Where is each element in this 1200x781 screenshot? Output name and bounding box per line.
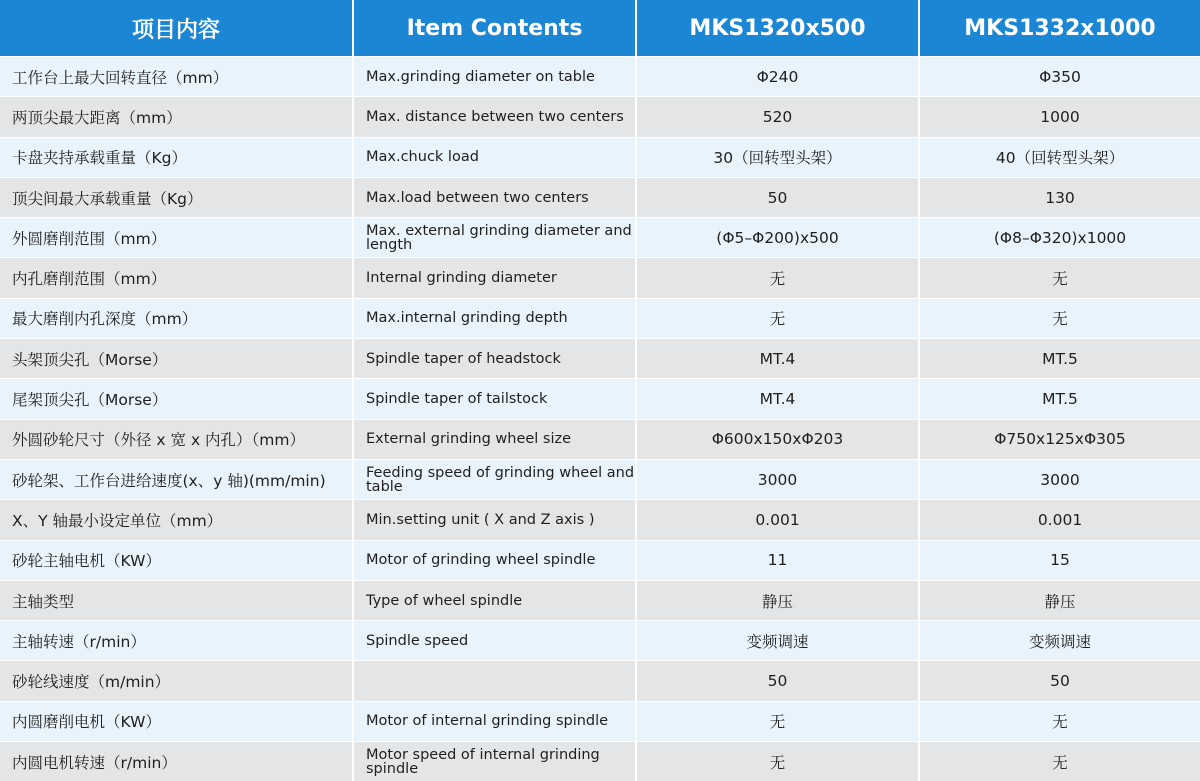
spec-name-en: Max. external grinding diameter and length (354, 218, 637, 257)
spec-name-cn: 工作台上最大回转直径（mm） (0, 57, 354, 96)
spec-name-cn: 尾架顶尖孔（Morse） (0, 379, 354, 418)
spec-value-mks1332x1000: 0.001 (920, 500, 1200, 539)
spec-value-mks1320x500: (Φ5–Φ200)x500 (637, 218, 920, 257)
spec-value-mks1320x500: 无 (637, 299, 920, 338)
spec-value-mks1332x1000: 变频调速 (920, 621, 1200, 660)
table-row (0, 96, 1200, 136)
table-row (0, 56, 1200, 96)
spec-value-mks1320x500: 变频调速 (637, 621, 920, 660)
spec-value-mks1332x1000: 无 (920, 702, 1200, 741)
spec-name-cn: 砂轮架、工作台进给速度(x、y 轴)(mm/min) (0, 460, 354, 499)
spec-name-cn: 内孔磨削范围（mm） (0, 258, 354, 297)
spec-value-mks1332x1000: 40（回转型头架） (920, 138, 1200, 177)
spec-name-en: Min.setting unit ( X and Z axis ) (354, 500, 637, 539)
spec-value-mks1320x500: 50 (637, 661, 920, 700)
spec-name-en: Type of wheel spindle (354, 581, 637, 620)
table-row (0, 580, 1200, 620)
spec-name-en: Max.chuck load (354, 138, 637, 177)
spec-name-en: External grinding wheel size (354, 420, 637, 459)
spec-value-mks1320x500: 无 (637, 742, 920, 781)
spec-name-en: Feeding speed of grinding wheel and table (354, 460, 637, 499)
spec-value-mks1332x1000: Φ750x125xΦ305 (920, 420, 1200, 459)
spec-name-en: Motor of grinding wheel spindle (354, 541, 637, 580)
spec-name-en: Spindle taper of tailstock (354, 379, 637, 418)
spec-name-cn: 内圆电机转速（r/min） (0, 742, 354, 781)
table-row (0, 701, 1200, 741)
spec-value-mks1332x1000: (Φ8–Φ320)x1000 (920, 218, 1200, 257)
table-row (0, 459, 1200, 499)
spec-value-mks1320x500: 静压 (637, 581, 920, 620)
spec-value-mks1332x1000: MT.5 (920, 339, 1200, 378)
table-row (0, 540, 1200, 580)
spec-value-mks1332x1000: MT.5 (920, 379, 1200, 418)
spec-value-mks1332x1000: 静压 (920, 581, 1200, 620)
spec-value-mks1320x500: 520 (637, 97, 920, 136)
spec-name-cn: 头架顶尖孔（Morse） (0, 339, 354, 378)
table-row (0, 660, 1200, 700)
table-row (0, 338, 1200, 378)
header-model-1320: MKS1320x500 (637, 0, 920, 56)
table-row (0, 217, 1200, 257)
spec-name-en: Spindle taper of headstock (354, 339, 637, 378)
spec-name-cn: 砂轮主轴电机（KW） (0, 541, 354, 580)
spec-name-cn: 主轴类型 (0, 581, 354, 620)
spec-value-mks1332x1000: 无 (920, 258, 1200, 297)
spec-name-en: Internal grinding diameter (354, 258, 637, 297)
spec-value-mks1332x1000: 无 (920, 742, 1200, 781)
spec-name-cn: 主轴转速（r/min） (0, 621, 354, 660)
spec-value-mks1332x1000: 130 (920, 178, 1200, 217)
spec-name-en: Max. distance between two centers (354, 97, 637, 136)
spec-value-mks1332x1000: Φ350 (920, 57, 1200, 96)
table-row (0, 499, 1200, 539)
table-row (0, 257, 1200, 297)
spec-name-cn: 两顶尖最大距离（mm） (0, 97, 354, 136)
spec-name-en: Spindle speed (354, 621, 637, 660)
table-row (0, 177, 1200, 217)
table-row (0, 620, 1200, 660)
table-row (0, 378, 1200, 418)
spec-value-mks1332x1000: 3000 (920, 460, 1200, 499)
spec-name-cn: 顶尖间最大承载重量（Kg） (0, 178, 354, 217)
header-item-cn: 项目内容 (0, 0, 354, 56)
spec-value-mks1320x500: 3000 (637, 460, 920, 499)
spec-name-en: Max.internal grinding depth (354, 299, 637, 338)
spec-value-mks1320x500: MT.4 (637, 379, 920, 418)
table-row (0, 298, 1200, 338)
spec-value-mks1332x1000: 1000 (920, 97, 1200, 136)
spec-value-mks1320x500: Φ240 (637, 57, 920, 96)
spec-name-cn: 最大磨削内孔深度（mm） (0, 299, 354, 338)
spec-name-en (354, 661, 637, 700)
spec-value-mks1320x500: 0.001 (637, 500, 920, 539)
spec-name-en: Max.grinding diameter on table (354, 57, 637, 96)
table-row (0, 741, 1200, 781)
spec-name-en: Max.load between two centers (354, 178, 637, 217)
table-header (0, 0, 1200, 56)
table-row (0, 419, 1200, 459)
spec-value-mks1320x500: 50 (637, 178, 920, 217)
spec-value-mks1320x500: Φ600x150xΦ203 (637, 420, 920, 459)
spec-name-cn: 内圆磨削电机（KW） (0, 702, 354, 741)
spec-name-cn: 卡盘夹持承载重量（Kg） (0, 138, 354, 177)
header-model-1332: MKS1332x1000 (920, 0, 1200, 56)
spec-name-cn: X、Y 轴最小设定单位（mm） (0, 500, 354, 539)
spec-value-mks1320x500: 无 (637, 702, 920, 741)
spec-name-en: Motor speed of internal grinding spindle (354, 742, 637, 781)
spec-name-cn: 外圆磨削范围（mm） (0, 218, 354, 257)
spec-value-mks1320x500: 无 (637, 258, 920, 297)
spec-value-mks1332x1000: 无 (920, 299, 1200, 338)
spec-value-mks1332x1000: 50 (920, 661, 1200, 700)
spec-name-en: Motor of internal grinding spindle (354, 702, 637, 741)
table-body (0, 56, 1200, 781)
table-row (0, 137, 1200, 177)
spec-name-cn: 砂轮线速度（m/min） (0, 661, 354, 700)
spec-value-mks1320x500: 30（回转型头架） (637, 138, 920, 177)
spec-value-mks1320x500: MT.4 (637, 339, 920, 378)
spec-name-cn: 外圆砂轮尺寸（外径 x 宽 x 内孔）（mm） (0, 420, 354, 459)
header-item-en: Item Contents (354, 0, 637, 56)
spec-value-mks1332x1000: 15 (920, 541, 1200, 580)
spec-value-mks1320x500: 11 (637, 541, 920, 580)
